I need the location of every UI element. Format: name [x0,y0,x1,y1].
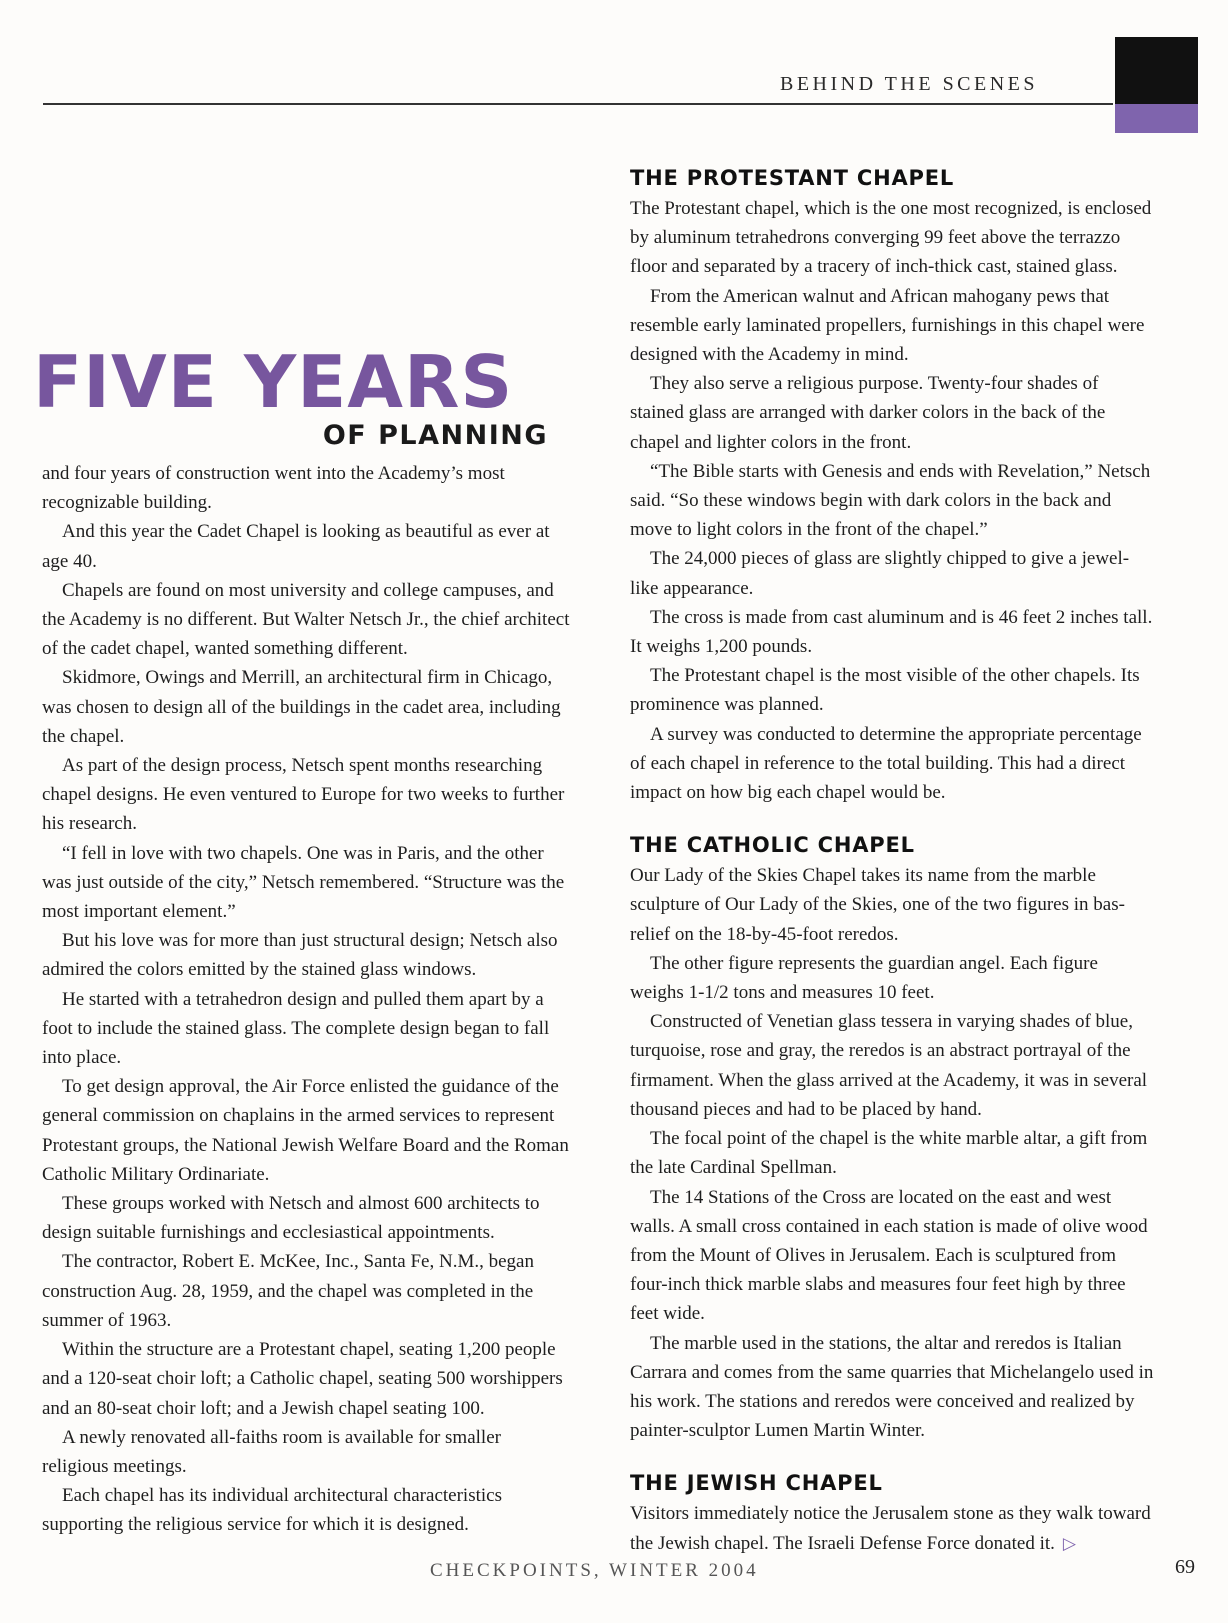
paragraph: The contractor, Robert E. McKee, Inc., Santa Fe, N.M., began construction Aug. 28, 1959, and the chapel was completed in the summer of 1963. [42,1251,534,1331]
paragraph: These groups worked with Netsch and almost 600 architects to design suitable furnishings and ecclesiastical appointments. [42,1193,540,1244]
right-column [630,162,1155,1580]
jewish-section [630,1467,1155,1557]
footer-publication: CHECKPOINTS, WINTER 2004 [430,1560,759,1581]
paragraph-text: Visitors immediately notice the Jerusalem stone as they walk toward the Jewish chapel. The Israeli Defense Force donated it. [630,1503,1151,1554]
paragraph: The other figure represents the guardian angel. Each figure weighs 1-1/2 tons and measures 10 feet. [630,952,1098,1004]
corner-tab-accent [1115,104,1198,133]
paragraph: They also serve a religious purpose. Twenty-four shades of stained glass are arranged with darker colors in the back of the chapel and lighter colors in the front. [630,373,1106,453]
protestant-section [630,162,1155,807]
catholic-section [630,829,1155,1445]
continue-arrow-icon: ▷ [1062,1533,1076,1553]
section-heading: THE CATHOLIC CHAPEL [630,833,915,858]
paragraph: The Protestant chapel is the most visible of the other chapels. Its prominence was planned. [630,665,1140,716]
paragraph: Within the structure are a Protestant chapel, seating 1,200 people and a 120-seat choir loft; a Catholic chapel, seating 500 worshippers and an 80-seat choir loft; and a Jewish chapel seating 100. [42,1339,563,1419]
paragraph: “I fell in love with two chapels. One was in Paris, and the other was just outside of the city,” Netsch remembered. “Structure was the most important element.” [42,842,565,923]
paragraph: Each chapel has its individual architectural characteristics supporting the religious service for which it is designed. [42,1485,502,1536]
section-heading: THE PROTESTANT CHAPEL [630,166,955,190]
paragraph: Our Lady of the Skies Chapel takes its name from the marble sculpture of Our Lady of the Skies, one of the two figures in bas-relief on the 18-by-45-foot reredos. [630,865,1125,945]
paragraph: A newly renovated all-faiths room is available for smaller religious meetings. [42,1426,501,1477]
paragraph: To get design approval, the Air Force enlisted the guidance of the general commission on chaplains in the armed services to represent Protestant groups, the National Jewish Welfare Board and the Roman Catholic Military Ordinariate. [42,1076,569,1185]
paragraph: He started with a tetrahedron design and pulled them apart by a foot to include the stained glass. The complete design began to fall into place. [42,988,550,1069]
paragraph: Constructed of Venetian glass tessera in varying shades of blue, turquoise, rose and gray, the reredos is an abstract portrayal of the firmament. When the glass arrived at the Academy, it was in several thousand pieces and had to be placed by hand. [630,1011,1148,1120]
paragraph: And this year the Cadet Chapel is looking as beautiful as ever at age 40. [42,521,550,572]
paragraph: Skidmore, Owings and Merrill, an architectural firm in Chicago, was chosen to design all of the buildings in the cadet area, including the chapel. [42,667,561,747]
article-title: FIVE YEARS [33,340,514,424]
paragraph: But his love was for more than just structural design; Netsch also admired the colors emitted by the stained glass windows. [42,930,558,981]
paragraph [630,1499,1155,1557]
paragraph: As part of the design process, Netsch spent months researching chapel designs. He even ventured to Europe for two weeks to further his research. [42,755,565,835]
paragraph: The Protestant chapel, which is the one most recognized, is enclosed by aluminum tetrahedrons converging 99 feet above the terrazzo floor and separated by a tracery of inch-thick cast, stained glass. [630,198,1152,278]
paragraph: The marble used in the stations, the altar and reredos is Italian Carrara and comes from the same quarries that Michelangelo used in his work. The stations and reredos were conceived and realized by painter-sculptor Lumen Martin Winter. [630,1332,1154,1442]
paragraph: The 14 Stations of the Cross are located on the east and west walls. A small cross contained in each station is made of olive wood from the Mount of Olives in Jerusalem. Each is sculptured from four-inch thick marble slabs and measures four feet high by three feet wide. [630,1186,1148,1325]
header-label: BEHIND THE SCENES [780,73,1039,95]
paragraph: Chapels are found on most university and college campuses, and the Academy is no different. But Walter Netsch Jr., the chief architect of the cadet chapel, wanted something different. [42,579,570,660]
article-subtitle: OF PLANNING [322,420,548,451]
paragraph: The 24,000 pieces of glass are slightly chipped to give a jewel-like appearance. [630,548,1130,599]
paragraph: “The Bible starts with Genesis and ends with Revelation,” Netsch said. “So these windows begin with dark colors in the back and move to light colors in the front of the chapel.” [630,460,1151,541]
paragraph: The cross is made from cast aluminum and is 46 feet 2 inches tall. It weighs 1,200 pounds. [630,606,1153,658]
page-number: 69 [1175,1556,1195,1578]
header-rule [43,103,1113,105]
paragraph: From the American walnut and African mahogany pews that resemble early laminated propellers, furnishings in this chapel were designed with the Academy in mind. [630,285,1145,366]
left-column [42,459,572,1540]
paragraph: A survey was conducted to determine the appropriate percentage of each chapel in reference to the total building. This had a direct impact on how big each chapel would be. [630,723,1142,804]
paragraph: The focal point of the chapel is the white marble altar, a gift from the late Cardinal Spellman. [630,1128,1148,1179]
paragraph: and four years of construction went into the Academy’s most recognizable building. [42,463,505,514]
section-heading: THE JEWISH CHAPEL [630,1471,883,1496]
